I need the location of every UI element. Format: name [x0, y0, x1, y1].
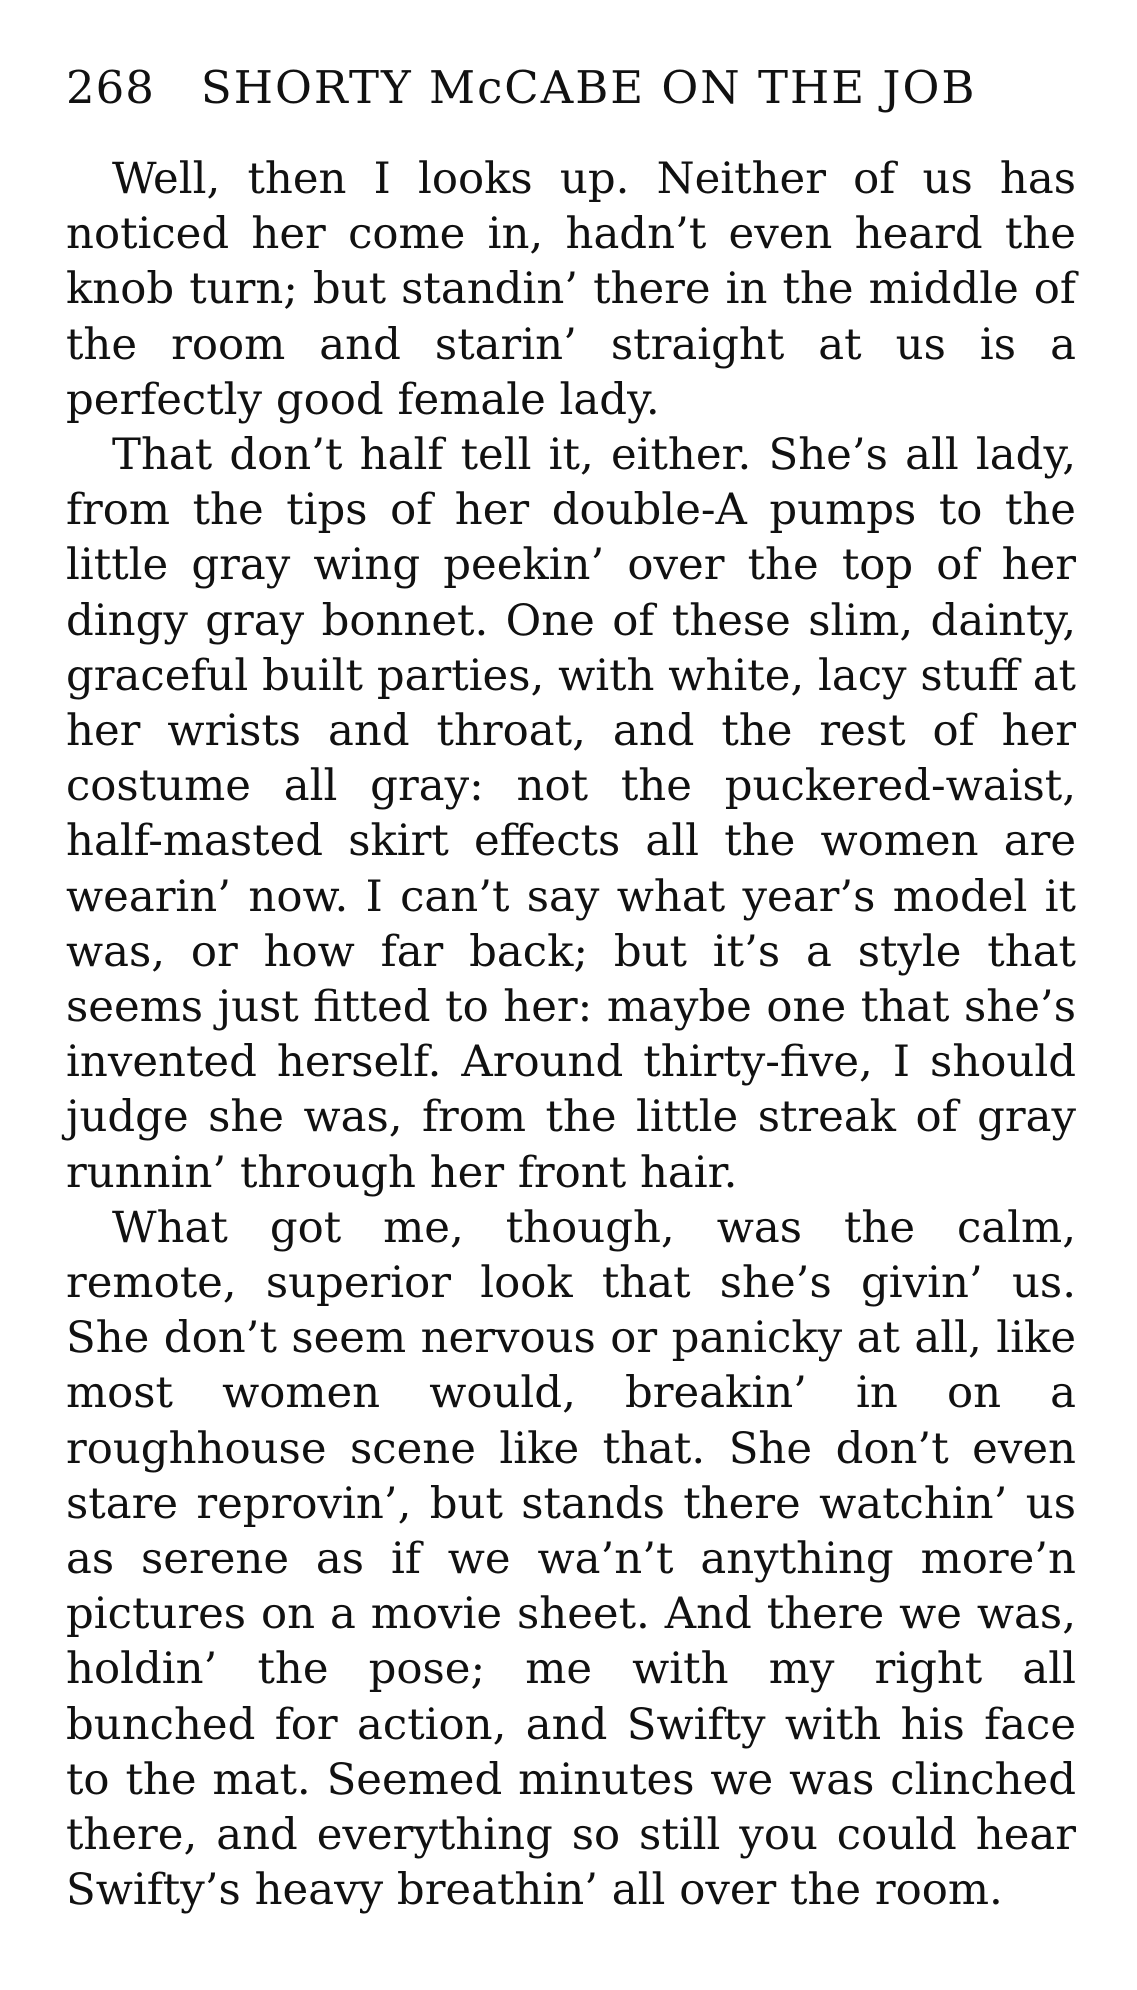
paragraph-2: That don’t half tell it, either. She’s all lady, from the tips of her double-A pumps to the little gray wing peekin’ over the top of her dingy gray bonnet. One of these slim, dainty, graceful built parties, with white, lacy stuff at her wrists and throat, and the rest of her costume all gray: not the puckered-waist, half-masted skirt effects all the women are wearin’ now. I can’t say what year’s model it was, or how far back; but it’s a style that seems just fitted to her: maybe one that she’s invented herself. Around thirty-five, I should judge she was, from the little streak of gray runnin’ through her front hair.	[66, 430, 1076, 1198]
book-page	[66, 58, 1076, 1919]
body-text	[66, 152, 1076, 1919]
page-number: 268	[66, 61, 155, 114]
running-header	[66, 58, 1076, 118]
book-title: SHORTY McCABE ON THE JOB	[200, 61, 977, 114]
paragraph-3: What got me, though, was the calm, remote, superior look that she’s givin’ us. She don’t seem nervous or panicky at all, like most women would, breakin’ in on a roughhouse scene like that. She don’t even stare reprovin’, but stands there watchin’ us as serene as if we wa’n’t anything more’n pictures on a movie sheet. And there we was, holdin’ the pose; me with my right all bunched for action, and Swifty with his face to the mat. Seemed minutes we was clinched there, and everything so still you could hear Swifty’s heavy breathin’ all over the room.	[66, 1202, 1076, 1916]
paragraph-1: Well, then I looks up. Neither of us has noticed her come in, hadn’t even heard the knob turn; but standin’ there in the middle of the room and starin’ straight at us is a perfectly good female lady.	[66, 154, 1076, 425]
